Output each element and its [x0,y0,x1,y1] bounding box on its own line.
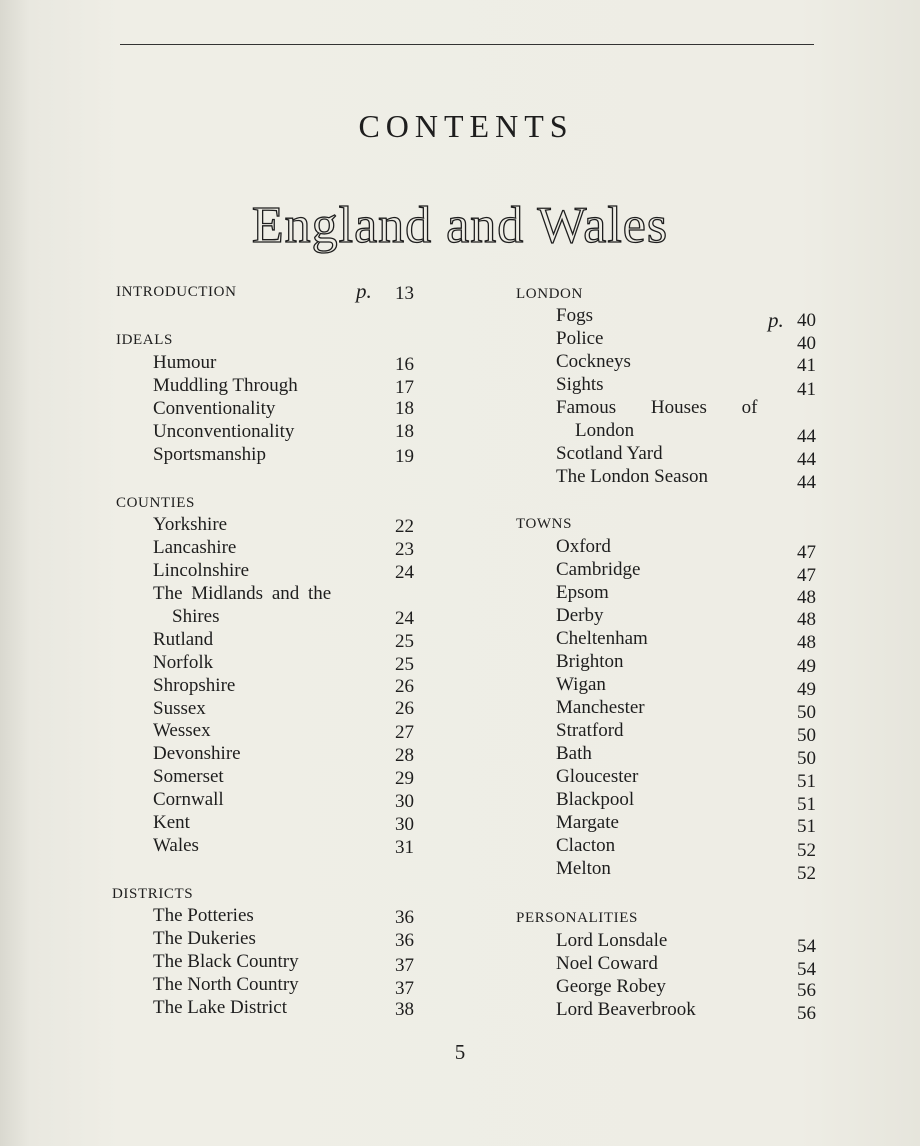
page-number: 18 [395,398,414,419]
page-number: 51 [797,816,816,837]
page-prefix: p. [356,279,372,303]
section-counties: COUNTIES [116,495,195,511]
toc-entry: Sights [556,374,604,395]
toc-entry: The London Season [556,466,708,487]
toc-entry: Famous Houses of [556,397,758,418]
toc-entry: Clacton [556,835,616,856]
page-number: 18 [395,421,414,442]
toc-entry: Yorkshire [153,514,228,535]
toc-entry: The Lake District [153,997,288,1018]
page-number: 13 [395,283,414,304]
toc-entry: Scotland Yard [556,443,663,464]
section-ideals: IDEALS [116,332,173,348]
toc-entry: Muddling Through [153,375,298,396]
toc-entry: Epsom [556,582,609,603]
section-towns: TOWNS [516,516,573,532]
toc-entry: Gloucester [556,766,639,787]
page-number: 37 [395,955,414,976]
toc-entry: Shropshire [153,675,236,696]
toc-entry: Melton [556,858,611,879]
toc-entry: Blackpool [556,789,635,810]
page-number: 16 [395,354,414,375]
page-number: 56 [797,980,816,1001]
page-number: 23 [395,539,414,560]
page-number: 28 [395,745,414,766]
toc-entry: Devonshire [153,743,241,764]
toc-entry-continued: London [575,420,635,441]
page-number: 24 [395,562,414,583]
page-number: 27 [395,722,414,743]
page-number: 51 [797,771,816,792]
toc-entry: Lord Beaverbrook [556,999,696,1020]
toc-entry: Kent [153,812,190,833]
page-number: 50 [797,748,816,769]
toc-entry: Lord Lonsdale [556,930,668,951]
page-number: 40 [797,310,816,331]
toc-entry: Lincolnshire [153,560,250,581]
top-rule [120,44,814,45]
toc-entry: Police [556,328,604,349]
page-number: 25 [395,631,414,652]
page-number: 54 [797,936,816,957]
toc-entry: Cockneys [556,351,631,372]
page-number: 48 [797,609,816,630]
page-number: 44 [797,426,816,447]
page-number: 38 [395,999,414,1020]
main-title: England and Wales [251,197,669,254]
toc-entry: Derby [556,605,604,626]
toc-entry: Cornwall [153,789,224,810]
page-number: 56 [797,1003,816,1024]
toc-entry: Lancashire [153,537,237,558]
toc-entry: George Robey [556,976,666,997]
page-number: 51 [797,794,816,815]
page-number: 30 [395,814,414,835]
toc-entry: Unconventionality [153,421,295,442]
section-london: LONDON [516,286,583,302]
toc-entry: Sussex [153,698,206,719]
page-number: 52 [797,863,816,884]
page-number: 50 [797,725,816,746]
toc-entry: The North Country [153,974,299,995]
page-number: 29 [395,768,414,789]
page-number: 31 [395,837,414,858]
toc-entry: Cambridge [556,559,641,580]
toc-entry: Fogs [556,305,593,326]
toc-entry: Norfolk [153,652,214,673]
toc-entry: Somerset [153,766,224,787]
page-number: 22 [395,516,414,537]
page-number: 26 [395,698,414,719]
page-number: 36 [395,930,414,951]
page-number: 48 [797,632,816,653]
page-number: 36 [395,907,414,928]
section-districts: DISTRICTS [112,886,194,902]
page-number: 50 [797,702,816,723]
page-footer-number: 5 [454,1040,466,1064]
section-introduction: INTRODUCTION [116,284,237,300]
page-number: 37 [395,978,414,999]
toc-entry: Noel Coward [556,953,658,974]
toc-entry: Wales [153,835,199,856]
toc-entry: The Dukeries [153,928,256,949]
page-number: 17 [395,377,414,398]
section-personalities: PERSONALITIES [516,910,638,926]
toc-entry: The Potteries [153,905,254,926]
page-number: 26 [395,676,414,697]
page-number: 25 [395,654,414,675]
page-number: 47 [797,542,816,563]
page-prefix: p. [768,308,784,332]
page-number: 47 [797,565,816,586]
page-number: 48 [797,587,816,608]
toc-entry: Wessex [153,720,211,741]
toc-entry-continued: Shires [172,606,220,627]
page-number: 41 [797,379,816,400]
page-number: 24 [395,608,414,629]
toc-entry: Rutland [153,629,214,650]
toc-entry: Oxford [556,536,611,557]
page-number: 52 [797,840,816,861]
page-number: 54 [797,959,816,980]
page-number: 30 [395,791,414,812]
toc-entry: Wigan [556,674,606,695]
toc-entry: The Midlands and the [153,583,332,604]
toc-entry: Manchester [556,697,645,718]
toc-entry: Sportsmanship [153,444,266,465]
toc-entry: Stratford [556,720,624,741]
page-number: 49 [797,656,816,677]
toc-entry: Cheltenham [556,628,648,649]
contents-title: CONTENTS [358,108,574,144]
page-number: 41 [797,355,816,376]
page-number: 19 [395,446,414,467]
page-number: 44 [797,472,816,493]
toc-entry: Brighton [556,651,624,672]
toc-entry: Conventionality [153,398,276,419]
toc-entry: Humour [153,352,217,373]
page-number: 40 [797,333,816,354]
page-number: 44 [797,449,816,470]
toc-entry: Margate [556,812,619,833]
toc-entry: Bath [556,743,592,764]
toc-entry: The Black Country [153,951,299,972]
page-number: 49 [797,679,816,700]
